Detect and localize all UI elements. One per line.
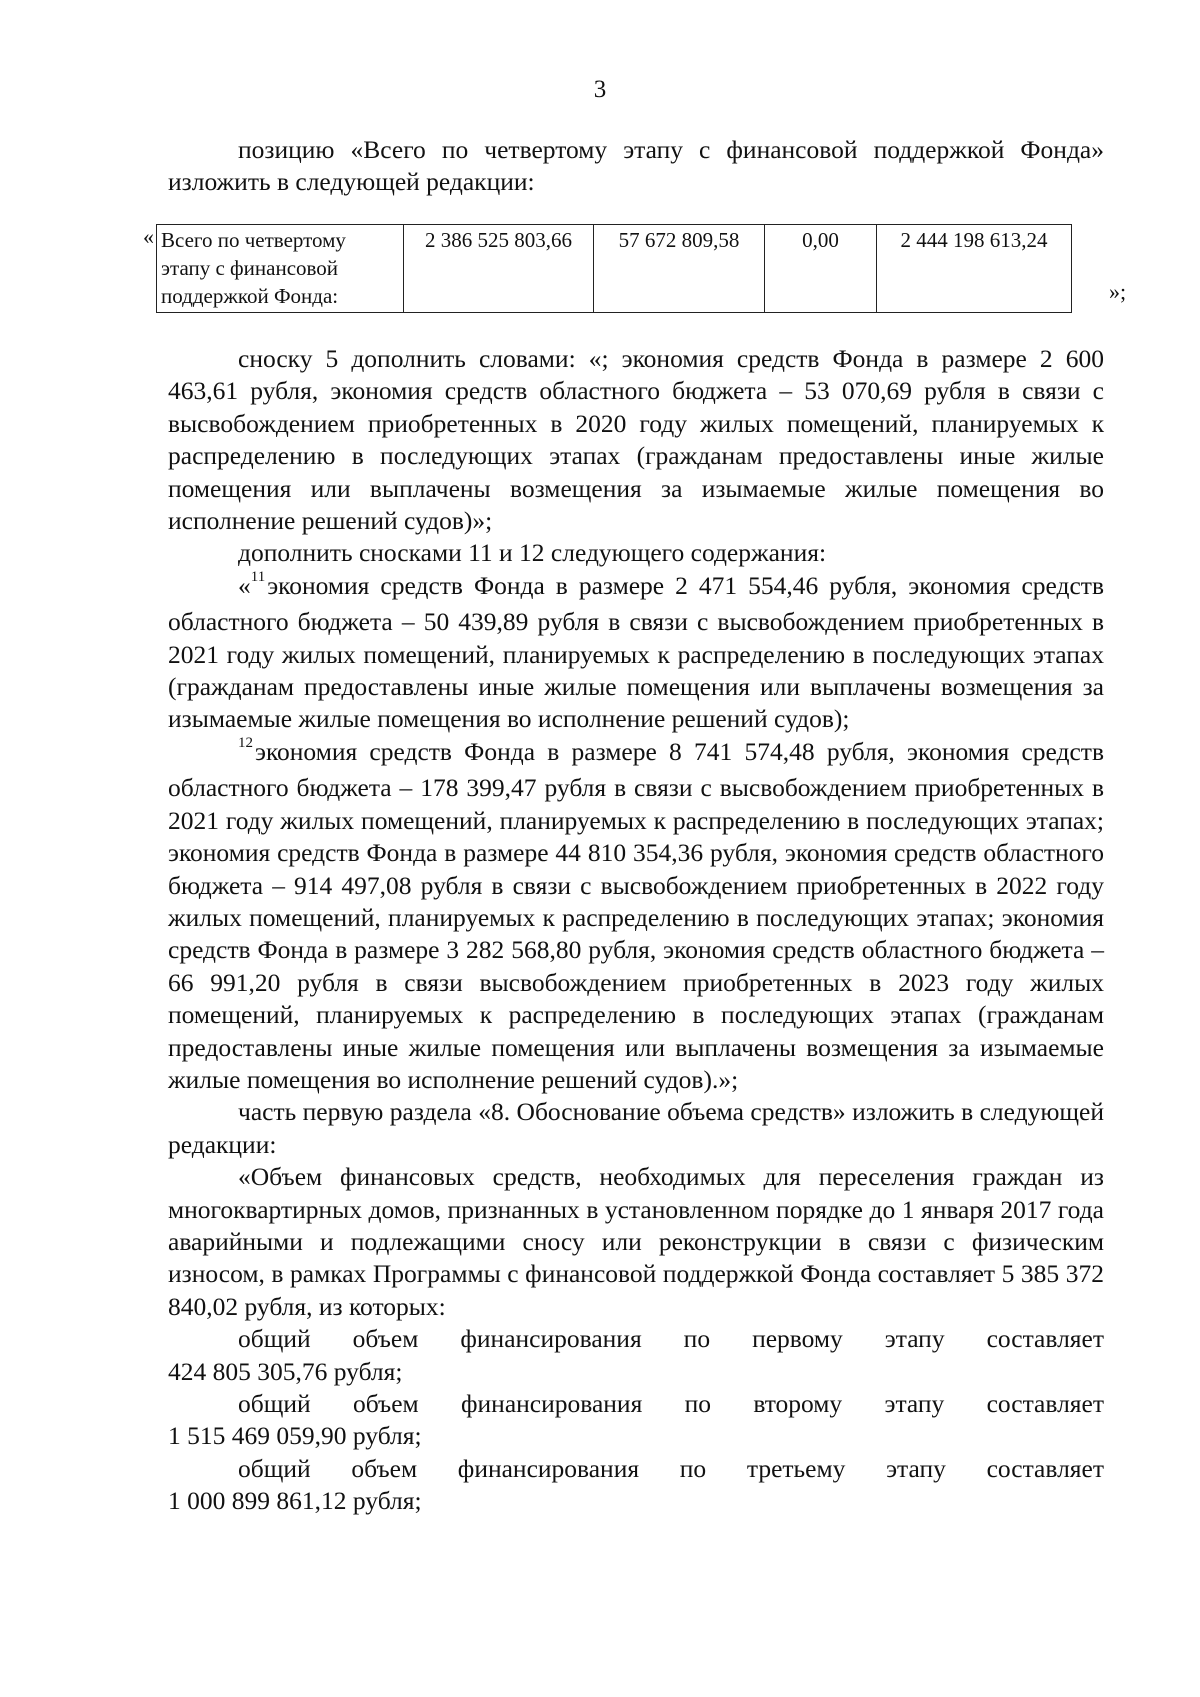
intro-text: позицию «Всего по четвертому этапу с финансовой поддержкой Фонда» изложить в следующей редакции: <box>168 135 1104 197</box>
section8-paragraph: часть первую раздела «8. Обоснование объема средств» изложить в следующей редакции: <box>168 1097 1104 1159</box>
volume-paragraph: «Объем финансовых средств, необходимых для переселения граждан из многоквартирных домов, признанных в установленном порядке до 1 января 2017 года аварийными и подлежащими сносу или реконструкции в связи с физическим износом, в рамках Программы с финансовой поддержкой Фонда составляет 5 385 372 840,02 рубля, из которых: <box>168 1162 1104 1321</box>
footnote12-paragraph <box>168 736 1104 1096</box>
footnote5-paragraph: сноску 5 дополнить словами: «; экономия средств Фонда в размере 2 600 463,61 рубля, экономия средств областного бюджета – 53 070,69 рубля в связи с высвобождением приобретенных в 2020 году жилых помещений, планируемых к распределению в последующих этапах (гражданам предоставлены иные жилые помещения или выплачены возмещения за изымаемые жилые помещения во исполнение решений судов)»; <box>168 344 1104 536</box>
footnote11-open-quote: « <box>238 570 251 600</box>
cell-total-col1: 2 386 525 803,66 <box>404 225 594 313</box>
cell-total-col2: 57 672 809,58 <box>594 225 765 313</box>
table-open-quote: « <box>143 224 154 249</box>
page-number: 3 <box>593 76 607 103</box>
table-row <box>157 225 1072 313</box>
footnote11-paragraph <box>168 570 1104 736</box>
amendment-table-block <box>143 224 1127 313</box>
stage3-amount: 1 000 899 861,12 рубля; <box>168 1486 422 1516</box>
stage2-line: общий объем финансирования по второму этапу составляет <box>238 1389 1104 1418</box>
footnote12-mark: 12 <box>238 734 253 751</box>
stage2-amount: 1 515 469 059,90 рубля; <box>168 1421 422 1451</box>
row-label: Всего по четвертому этапу с финансовой поддержкой Фонда: <box>157 225 404 313</box>
cell-total-col4: 2 444 198 613,24 <box>877 225 1072 313</box>
add-footnotes-paragraph: дополнить сносками 11 и 12 следующего содержания: <box>238 538 827 568</box>
stage1-line: общий объем финансирования по первому этапу составляет <box>238 1324 1104 1354</box>
table-close-quote: »; <box>1109 279 1127 304</box>
footnote12-text: экономия средств Фонда в размере 8 741 574,48 рубля, экономия средств областного бюджета – 178 399,47 рубля в связи с высвобождением приобретенных в 2021 году жилых помещений, планируемых к распределению в последующих этапах; экономия средств Фонда в размере 44 810 354,36 рубля, экономия средств областного бюджета – 914 497,08 рубля в связи с высвобождением приобретенных в 2022 году жилых помещений, планируемых к распределению в последующих этапах; экономия средств Фонда в размере 3 282 568,80 рубля, экономия средств областного бюджета – 66 991,20 рубля в связи высвобождением приобретенных в 2023 году жилых помещений, планируемых к распределению в последующих этапах (гражданам предоставлены иные жилые помещения или выплачены возмещения за изымаемые жилые помещения во исполнение решений судов).»; <box>168 736 1104 1094</box>
totals-table <box>156 224 1072 313</box>
intro-paragraph <box>168 134 1104 199</box>
stage3-line: общий объем финансирования по третьему этапу составляет <box>238 1453 1104 1483</box>
stage1-amount: 424 805 305,76 рубля; <box>168 1356 403 1386</box>
footnote11-mark: 11 <box>250 568 266 585</box>
footnote11-text: экономия средств Фонда в размере 2 471 554,46 рубля, экономия средств областного бюджета – 50 439,89 рубля в связи с высвобождением приобретенных в 2021 году жилых помещений, планируемых к распределению в последующих этапах (гражданам предоставлены иные жилые помещения или выплачены возмещения за изымаемые жилые помещения во исполнение решений судов); <box>168 570 1104 734</box>
document-body <box>168 343 1104 1518</box>
cell-total-col3: 0,00 <box>765 225 877 313</box>
